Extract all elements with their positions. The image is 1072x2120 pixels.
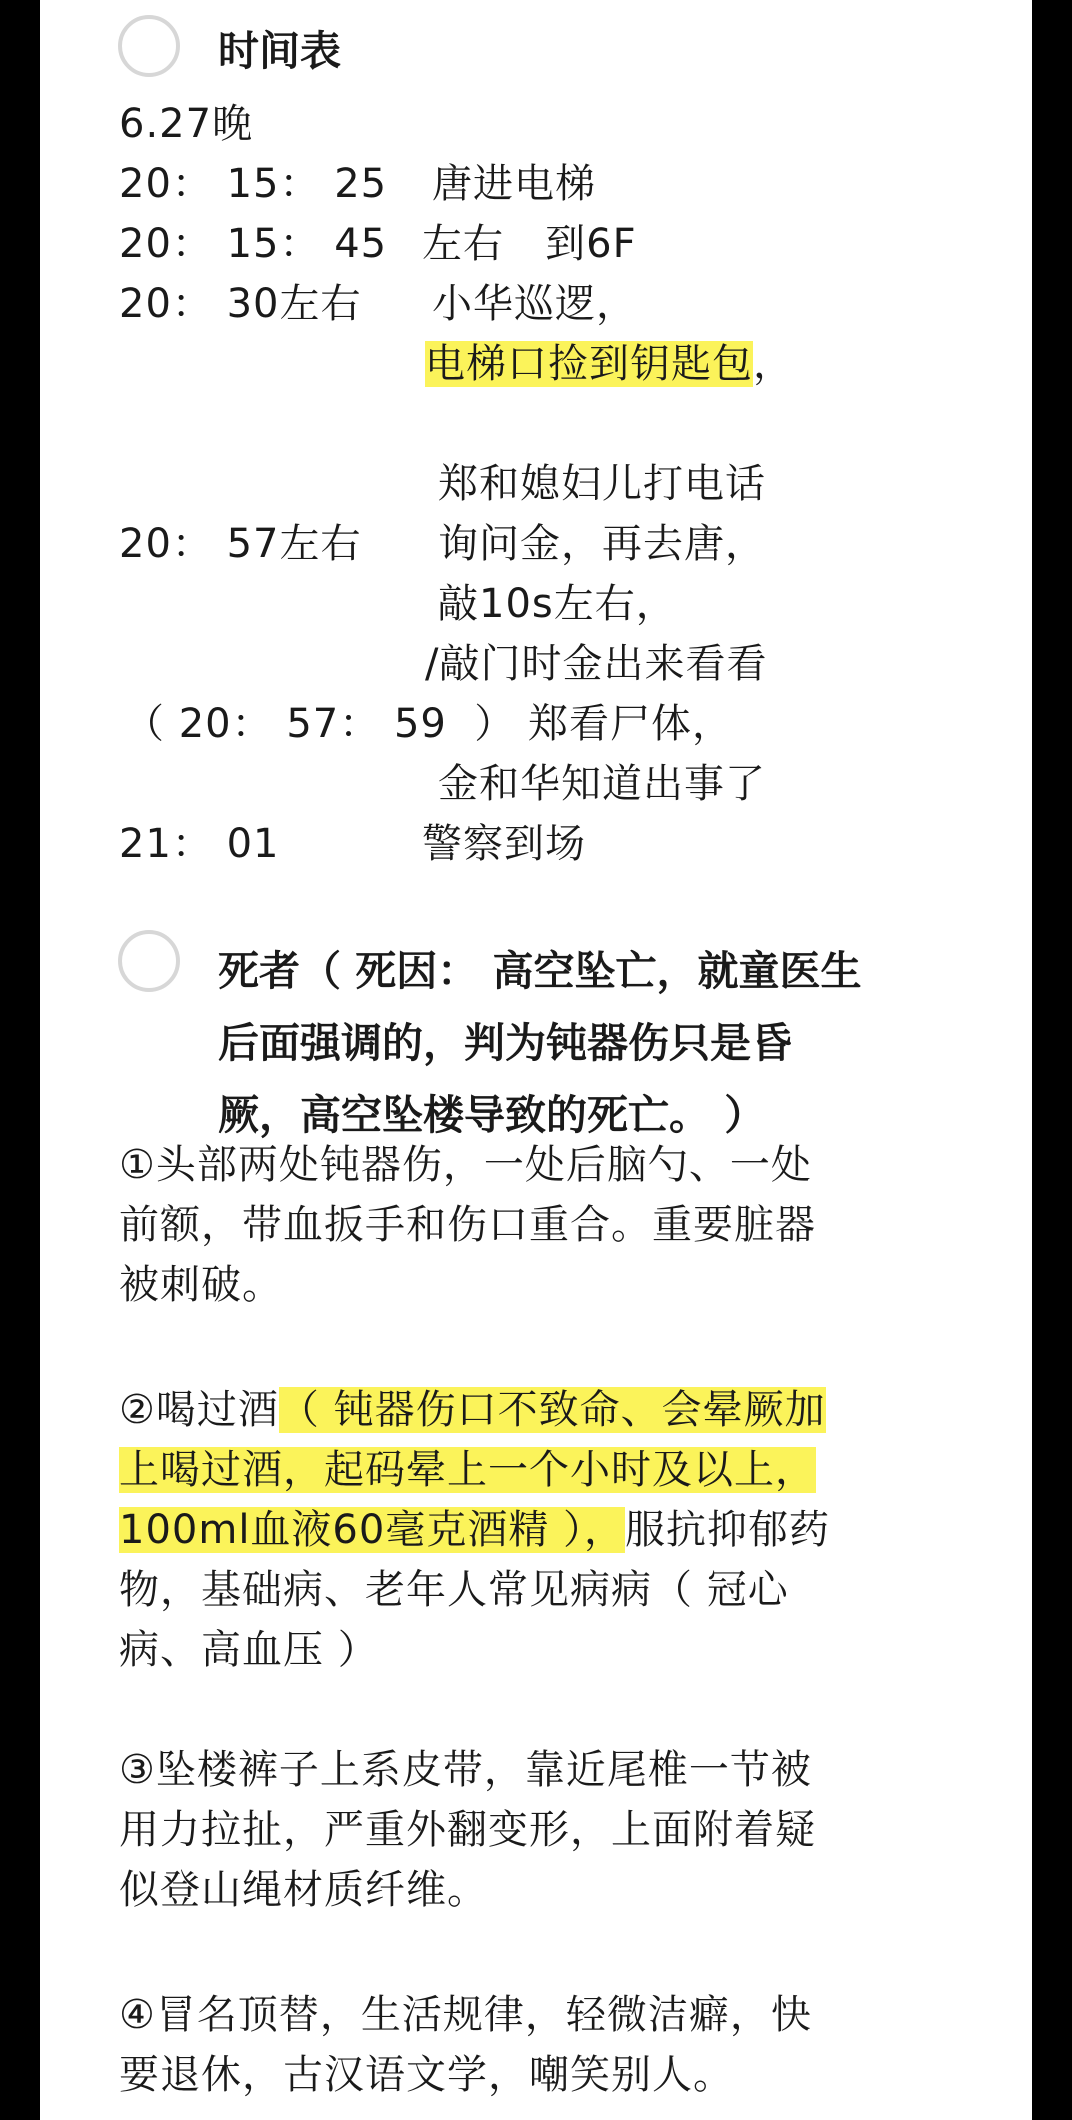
section-title-deceased-line-2: 后面强调的，判为钝器伤只是昏 (218, 1019, 792, 1067)
timeline-knew-line: 金和华知道出事了 (438, 761, 766, 807)
timeline-door-line: /敲门时金出来看看 (425, 641, 768, 687)
timeline-time-2: 20： 15： 45 (119, 221, 388, 267)
checkbox-circle-deceased[interactable] (118, 930, 180, 992)
timeline-event-1: 唐进电梯 (432, 161, 596, 207)
timeline-time-5: （ 20： 57： 59 ） (124, 701, 516, 747)
timeline-time-3: 20： 30左右 (119, 281, 362, 327)
section-title-deceased-line-3: 厥，高空坠楼导致的死亡。 ） (218, 1091, 766, 1139)
timeline-event-2: 左右 到6F (422, 221, 637, 267)
section-title-timeline: 时间表 (218, 27, 341, 75)
timeline-knock-line: 敲10s左右， (438, 581, 677, 627)
timeline-event-3: 小华巡逻， (432, 281, 637, 327)
timeline-call-line: 郑和媳妇儿打电话 (438, 461, 766, 507)
timeline-time-4: 20： 57左右 (119, 521, 362, 567)
paragraph-3: ③坠楼裤子上系皮带，靠近尾椎一节被 用力拉扯，严重外翻变形，上面附着疑 似登山绳材质纤维。 (119, 1747, 816, 1913)
section-title-deceased-line-1: 死者（ 死因： 高空坠亡，就童医生 (218, 947, 862, 995)
timeline-date: 6.27晚 (119, 101, 254, 147)
note-page (40, 0, 1032, 2120)
timeline-body-seen: 郑看尸体， (528, 701, 733, 747)
timeline-time-6: 21： 01 (119, 821, 280, 867)
highlight-key-found: 电梯口捡到钥匙包 (425, 341, 753, 387)
checkbox-circle-timeline[interactable] (118, 15, 180, 77)
paragraph-1: ①头部两处钝器伤，一处后脑勺、一处 前额，带血扳手和伤口重合。重要脏器 被刺破。 (119, 1142, 816, 1308)
paragraph-2: ②喝过酒（ 钝器伤口不致命、会晕厥加 上喝过酒，起码晕上一个小时及以上， 100ml血液60毫克酒精 ），服抗抑郁药 物，基础病、老年人常见病病（ 冠心 病、高血压 ） (119, 1387, 831, 1673)
highlight-alcohol-2: 上喝过酒，起码晕上一个小时及以上， (119, 1447, 816, 1493)
timeline-inquire-line: 询问金，再去唐， (438, 521, 766, 567)
timeline-key-found: 电梯口捡到钥匙包， (425, 341, 794, 387)
timeline-time-1: 20： 15： 25 (119, 161, 388, 207)
highlight-alcohol-3: 100ml血液60毫克酒精 ）， (119, 1507, 626, 1553)
paragraph-4: ④冒名顶替，生活规律，轻微洁癖，快 要退休，古汉语文学，嘲笑别人。 (119, 1992, 812, 2098)
highlight-alcohol-1: （ 钝器伤口不致命、会晕厥加 (278, 1387, 826, 1433)
timeline-police: 警察到场 (422, 821, 586, 867)
